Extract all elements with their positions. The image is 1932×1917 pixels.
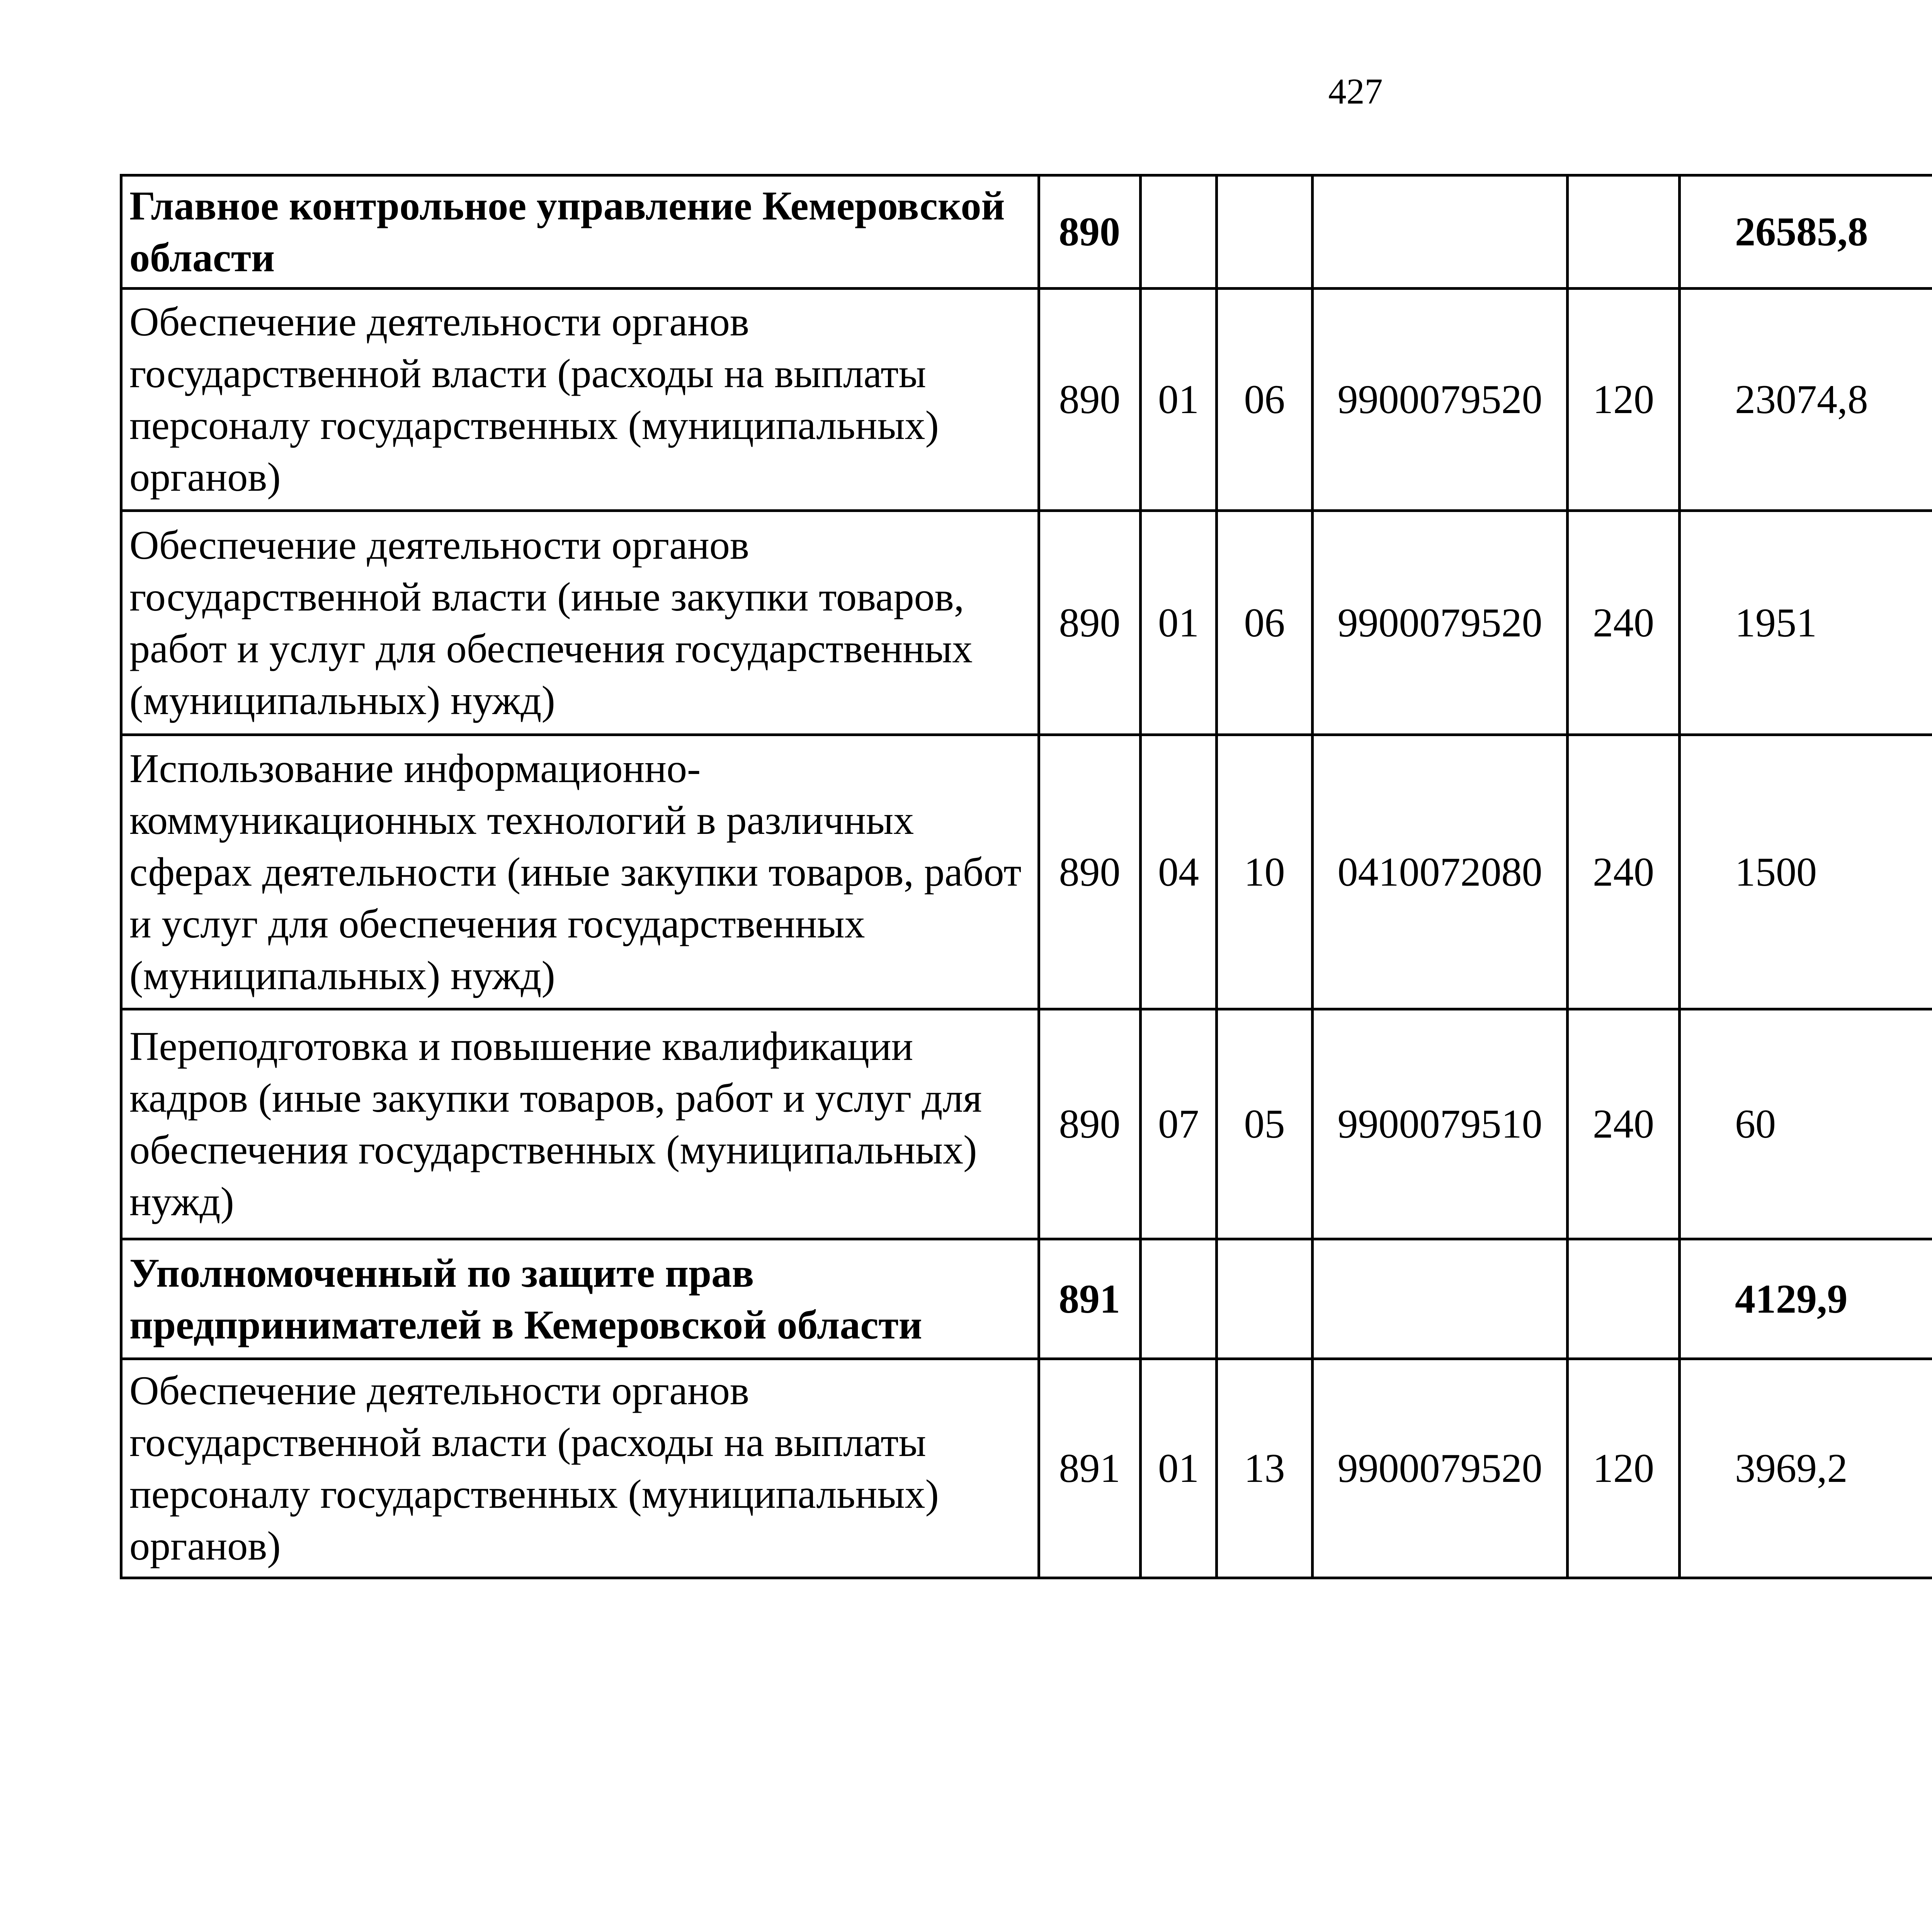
row-name: Уполномоченный по защите прав предпринимателей в Кемеровской области — [121, 1239, 1039, 1359]
row-name: Обеспечение деятельности органов государственной власти (расходы на выплаты персоналу государственных (муниципальных) органов) — [121, 1359, 1039, 1578]
row-name: Переподготовка и повышение квалификации кадров (иные закупки товаров, работ и услуг для обеспечения государственных (муниципальных) нужд) — [121, 1009, 1039, 1239]
expense-type-code — [1568, 1239, 1680, 1359]
amount-year-1: 60 — [1680, 1009, 1932, 1239]
ved-code: 890 — [1039, 1009, 1141, 1239]
row-name: Обеспечение деятельности органов государственной власти (расходы на выплаты персоналу государственных (муниципальных) органов) — [121, 289, 1039, 511]
table-row — [121, 1359, 1932, 1578]
target-article-code — [1313, 1239, 1568, 1359]
subsection-code: 06 — [1217, 511, 1313, 735]
table-row — [121, 511, 1932, 735]
table-row — [121, 175, 1932, 289]
amount-year-1: 4129,9 — [1680, 1239, 1932, 1359]
expense-type-code: 240 — [1568, 511, 1680, 735]
subsection-code — [1217, 175, 1313, 289]
row-name: Использование информационно-коммуникационных технологий в различных сферах деятельности (иные закупки товаров, работ и услуг для обеспечения государственных (муниципальных) нужд) — [121, 735, 1039, 1009]
expense-type-code: 120 — [1568, 289, 1680, 511]
section-code: 01 — [1141, 1359, 1217, 1578]
section-code: 01 — [1141, 289, 1217, 511]
table-row — [121, 289, 1932, 511]
ved-code: 890 — [1039, 175, 1141, 289]
target-article-code: 9900079520 — [1313, 289, 1568, 511]
amount-year-1: 26585,8 — [1680, 175, 1932, 289]
budget-table — [120, 174, 1932, 1579]
target-article-code: 9900079510 — [1313, 1009, 1568, 1239]
subsection-code: 13 — [1217, 1359, 1313, 1578]
expense-type-code: 120 — [1568, 1359, 1680, 1578]
ved-code: 890 — [1039, 735, 1141, 1009]
ved-code: 891 — [1039, 1239, 1141, 1359]
table-row — [121, 735, 1932, 1009]
subsection-code: 06 — [1217, 289, 1313, 511]
section-code — [1141, 1239, 1217, 1359]
section-code: 07 — [1141, 1009, 1217, 1239]
section-code — [1141, 175, 1217, 289]
target-article-code: 0410072080 — [1313, 735, 1568, 1009]
ved-code: 890 — [1039, 289, 1141, 511]
table-row — [121, 1239, 1932, 1359]
section-code: 04 — [1141, 735, 1217, 1009]
expense-type-code — [1568, 175, 1680, 289]
target-article-code: 9900079520 — [1313, 511, 1568, 735]
expense-type-code: 240 — [1568, 1009, 1680, 1239]
subsection-code: 10 — [1217, 735, 1313, 1009]
page-number: 427 — [1328, 71, 1383, 112]
subsection-code — [1217, 1239, 1313, 1359]
amount-year-1: 1951 — [1680, 511, 1932, 735]
expense-type-code: 240 — [1568, 735, 1680, 1009]
amount-year-1: 1500 — [1680, 735, 1932, 1009]
row-name: Главное контрольное управление Кемеровской области — [121, 175, 1039, 289]
subsection-code: 05 — [1217, 1009, 1313, 1239]
target-article-code — [1313, 175, 1568, 289]
table-row — [121, 1009, 1932, 1239]
amount-year-1: 23074,8 — [1680, 289, 1932, 511]
section-code: 01 — [1141, 511, 1217, 735]
ved-code: 890 — [1039, 511, 1141, 735]
ved-code: 891 — [1039, 1359, 1141, 1578]
row-name: Обеспечение деятельности органов государственной власти (иные закупки товаров, работ и услуг для обеспечения государственных (муниципальных) нужд) — [121, 511, 1039, 735]
amount-year-1: 3969,2 — [1680, 1359, 1932, 1578]
target-article-code: 9900079520 — [1313, 1359, 1568, 1578]
